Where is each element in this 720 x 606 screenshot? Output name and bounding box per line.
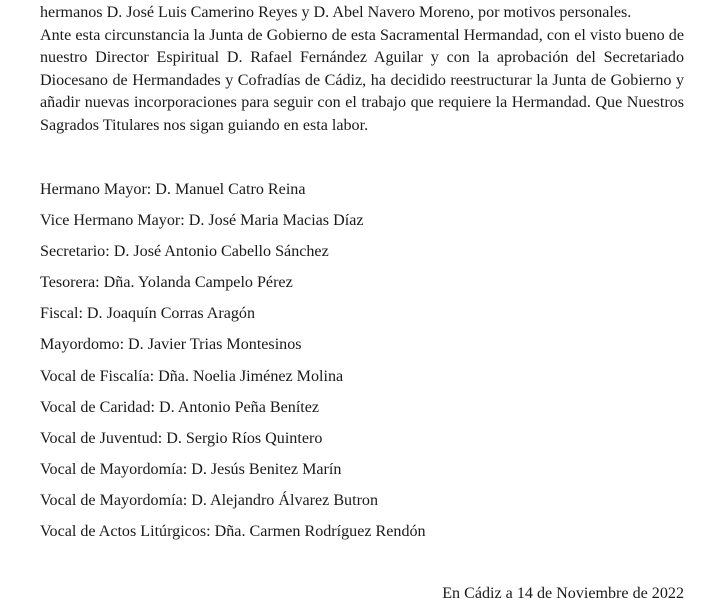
member-vocal-mayordomia-1: Vocal de Mayordomía: D. Jesús Benitez Marín (40, 460, 342, 478)
closing-date-line: En Cádiz a 14 de Noviembre de 2022 (442, 585, 684, 602)
member-hermano-mayor: Hermano Mayor: D. Manuel Catro Reina (40, 181, 306, 198)
intro-line-1: hermanos D. José Luis Camerino Reyes y D. Abel Navero Moreno, por motivos personales. (40, 4, 632, 21)
member-vocal-fiscalia: Vocal de Fiscalía: Dña. Noelia Jiménez Molina (40, 367, 344, 385)
board-members-list (40, 178, 680, 551)
member-fiscal: Fiscal: D. Joaquín Corras Aragón (40, 305, 256, 323)
member-vice-hermano-mayor: Vice Hermano Mayor: D. José Maria Macias Díaz (40, 212, 364, 230)
member-mayordomo: Mayordomo: D. Javier Trias Montesinos (40, 336, 302, 354)
member-secretario: Secretario: D. José Antonio Cabello Sánchez (40, 243, 329, 261)
member-vocal-mayordomia-2: Vocal de Mayordomía: D. Alejandro Álvarez Butron (40, 491, 379, 509)
member-vocal-juventud: Vocal de Juventud: D. Sergio Ríos Quintero (40, 429, 323, 447)
member-tesorera: Tesorera: Dña. Yolanda Campelo Pérez (40, 274, 293, 292)
member-vocal-actos-liturgicos: Vocal de Actos Litúrgicos: Dña. Carmen Rodríguez Rendón (40, 523, 426, 541)
member-vocal-caridad: Vocal de Caridad: D. Antonio Peña Benítez (40, 398, 320, 416)
intro-paragraph (40, 2, 684, 138)
intro-line-2: Ante esta circunstancia la Junta de Gobierno de esta Sacramental Hermandad, con el visto bueno de nuestro Director Espiritual D. Rafael Fernández Aguilar y con la aprobación del Secretariado Diocesano de Hermandades y Cofradías de Cádiz, ha decidido reestructurar la Junta de Gobierno y añadir nuevas incorporaciones para seguir con el trabajo que requiere la Hermandad. Que Nuestros Sagrados Titulares nos sigan guiando en esta labor. (40, 26, 684, 134)
